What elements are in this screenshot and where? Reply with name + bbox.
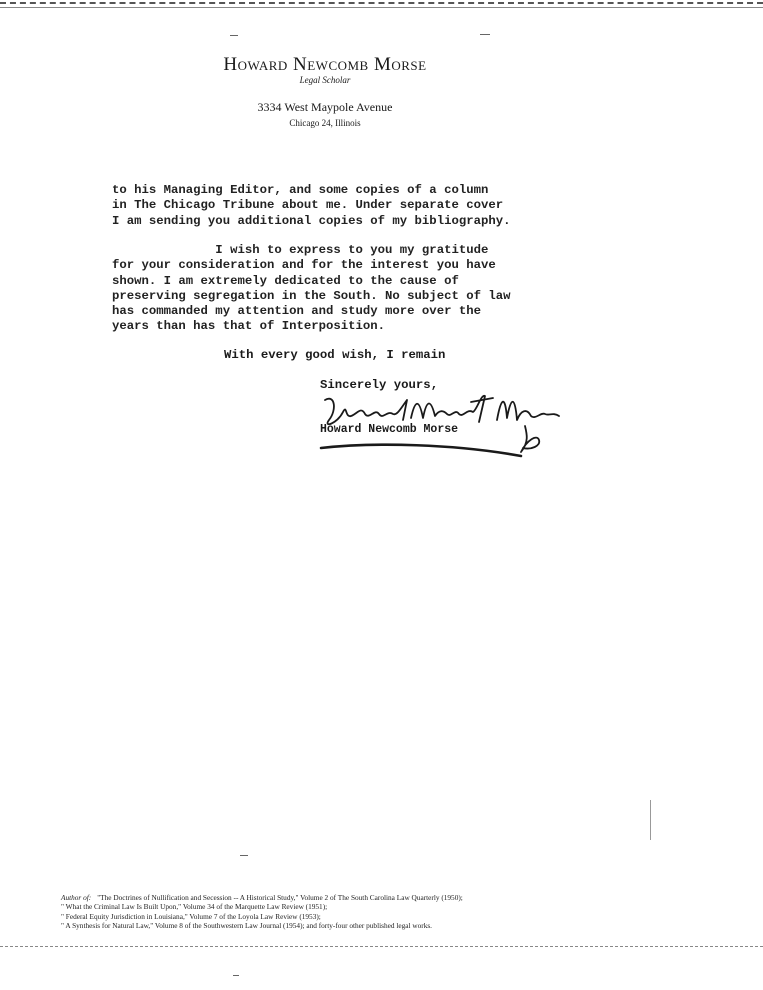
footer-work: " Federal Equity Jurisdiction in Louisiana," Volume 7 of the Loyola Law Review (1953); bbox=[61, 911, 321, 921]
letterhead-title: Legal Scholar bbox=[299, 75, 351, 85]
footer-bibliography bbox=[61, 893, 463, 930]
footer-row bbox=[61, 893, 463, 902]
letterhead-city: Chicago 24, Illinois bbox=[289, 118, 361, 128]
page-top-rule bbox=[0, 7, 763, 8]
footer-row bbox=[61, 902, 463, 911]
scan-speck bbox=[480, 34, 490, 35]
footer-row bbox=[61, 921, 463, 930]
footer-work: "The Doctrines of Nullification and Secession -- A Historical Study," Volume 2 of The South Carolina Law Quarterly (1950); bbox=[97, 893, 463, 902]
letter-paragraph-2: I wish to express to you my gratitude for your consideration and for the interest you have shown. I am extremely dedicated to the cause of preserving segregation in the South. No subject of law has commanded my attention and study more over the years than has that of Interposition. bbox=[112, 243, 511, 334]
page-bottom-edge bbox=[0, 946, 763, 947]
page-top-edge bbox=[0, 2, 763, 4]
letter-signoff: Sincerely yours, bbox=[320, 378, 439, 392]
letter-paragraph-1: to his Managing Editor, and some copies of a column in The Chicago Tribune about me. Under separate cover I am sending you additional copies of my bibliography. bbox=[112, 183, 511, 228]
scan-speck bbox=[230, 35, 238, 36]
footer-lead: Author of: bbox=[61, 893, 92, 902]
footer-row bbox=[61, 912, 463, 921]
scan-speck bbox=[233, 975, 239, 976]
letterhead-street: 3334 West Maypole Avenue bbox=[257, 100, 393, 114]
footer-work: " What the Criminal Law Is Built Upon," Volume 34 of the Marquette Law Review (1951); bbox=[61, 902, 328, 912]
letterhead-name: Howard Newcomb Morse bbox=[223, 54, 427, 75]
footer-work: " A Synthesis for Natural Law," Volume 8 of the Southwestern Law Journal (1954); and forty-four other published legal works. bbox=[61, 920, 433, 930]
typed-signature-name: Howard Newcomb Morse bbox=[320, 423, 459, 436]
scan-speck bbox=[240, 855, 248, 856]
letter-closing: With every good wish, I remain bbox=[224, 348, 446, 362]
scan-speck bbox=[650, 800, 651, 840]
